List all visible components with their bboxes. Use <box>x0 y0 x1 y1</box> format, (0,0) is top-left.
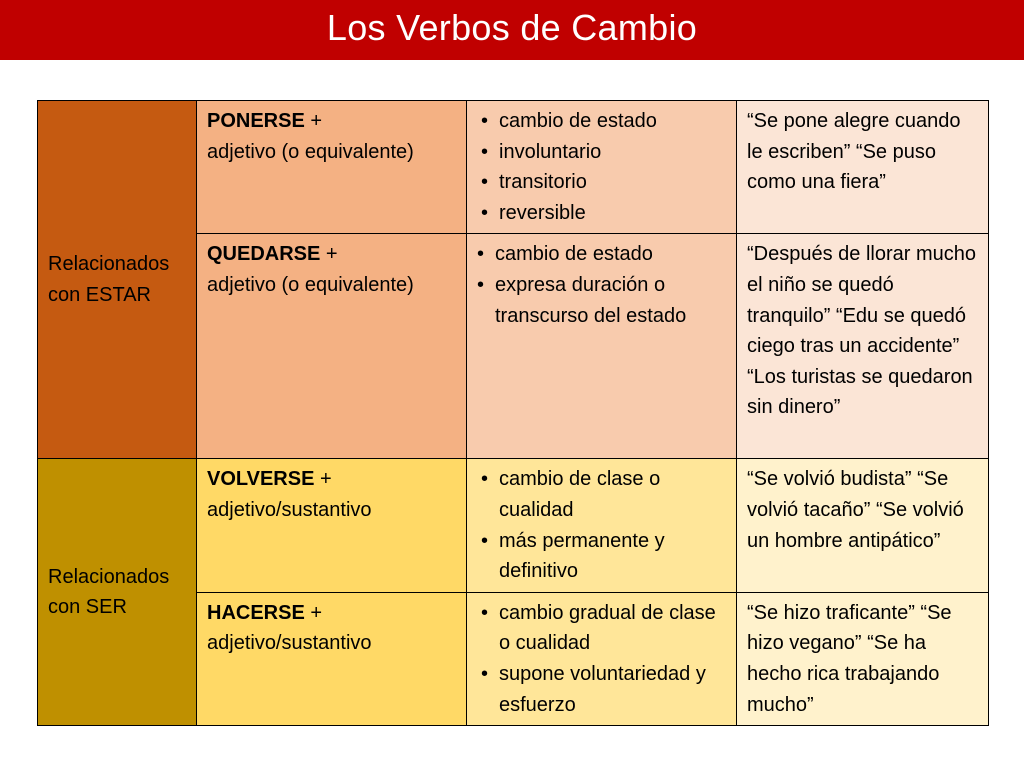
examples-text: “Se pone alegre cuando le escriben” “Se puso como una fiera” <box>747 110 961 194</box>
examples-text: “Se hizo traficante” “Se hizo vegano” “Se ha hecho rica trabajando mucho” <box>747 601 952 716</box>
examples-cell <box>737 234 989 459</box>
feature-list <box>477 598 728 720</box>
group-cell-estar <box>38 101 197 459</box>
list-item: • cambio gradual de clase o cualidad <box>477 598 728 659</box>
list-item: • transitorio <box>477 167 728 198</box>
list-item: • reversible <box>477 198 728 229</box>
list-item: • involuntario <box>477 137 728 168</box>
list-item: • expresa duración o transcurso del estado <box>477 270 728 331</box>
verb-cell <box>197 234 467 459</box>
slide-title: Los Verbos de Cambio <box>326 7 698 48</box>
examples-cell <box>737 101 989 234</box>
list-item: • más permanente y definitivo <box>477 526 728 587</box>
verb-suffix: + <box>304 110 323 132</box>
examples-text: “Después de llorar mucho el niño se quedó tranquilo” “Edu se quedó ciego tras un accidente” “Los turistas se quedaron sin dinero” <box>747 243 976 419</box>
group-cell-ser <box>38 459 197 726</box>
examples-text: “Se volvió budista” “Se volvió tacaño” “Se volvió un hombre antipático” <box>747 468 964 552</box>
verb-suffix: + <box>320 243 338 266</box>
features-cell <box>467 234 737 459</box>
verb-complement: adjetivo (o equivalente) <box>207 140 414 163</box>
features-cell <box>467 101 737 234</box>
verb-cell <box>197 592 467 725</box>
verb-cell <box>197 459 467 592</box>
list-item: • cambio de clase o cualidad <box>477 464 728 525</box>
verb-name: VOLVERSE <box>207 468 315 491</box>
features-cell <box>467 459 737 592</box>
verb-suffix: + <box>304 601 323 624</box>
verb-suffix: + <box>314 468 332 491</box>
list-item: • supone voluntariedad y esfuerzo <box>477 659 728 720</box>
table-row-volverse <box>38 459 989 592</box>
verb-complement: adjetivo (o equivalente) <box>207 273 414 296</box>
verb-complement: adjetivo/sustantivo <box>207 498 372 521</box>
verb-name: QUEDARSE <box>207 243 321 266</box>
list-item: • cambio de estado <box>477 106 728 137</box>
examples-cell <box>737 459 989 592</box>
title-bar <box>0 0 1024 60</box>
verb-name: PONERSE <box>207 110 305 132</box>
features-cell <box>467 592 737 725</box>
group-label: Relacionados con SER <box>48 565 170 619</box>
examples-cell <box>737 592 989 725</box>
feature-list <box>477 239 728 331</box>
table-row-ponerse <box>38 101 989 234</box>
verb-cell <box>197 101 467 234</box>
verb-name: HACERSE <box>207 601 305 624</box>
verbs-table <box>37 100 989 726</box>
group-label: Relacionados con ESTAR <box>48 253 170 306</box>
feature-list <box>477 464 728 586</box>
list-item: • cambio de estado <box>477 239 728 270</box>
verb-complement: adjetivo/sustantivo <box>207 632 372 655</box>
feature-list <box>477 106 728 228</box>
